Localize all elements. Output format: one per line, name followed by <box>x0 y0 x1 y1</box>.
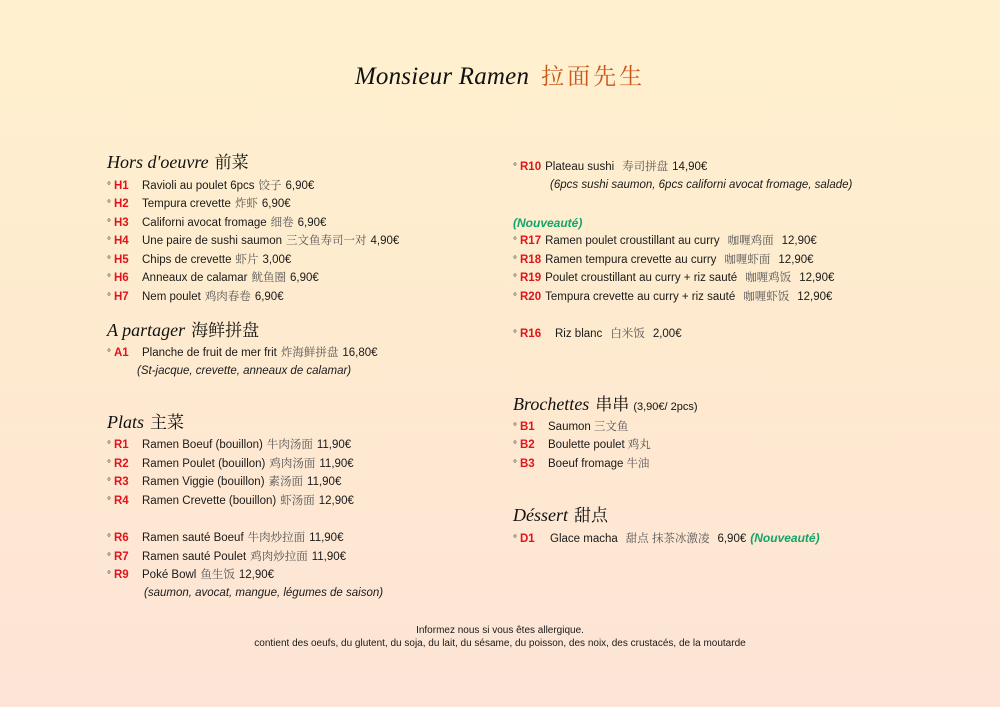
item-price: 6,90€ <box>717 533 747 545</box>
menu-item-r7 <box>107 550 346 565</box>
item-name: Poké Bowl <box>142 569 197 581</box>
menu-item-h7 <box>107 290 284 305</box>
item-code: B1 <box>520 421 535 433</box>
menu-item-r1 <box>107 438 351 453</box>
item-code: R4 <box>114 495 129 507</box>
bullet-icon: ° <box>513 459 517 470</box>
item-cn: 咖喱虾饭 <box>743 291 790 303</box>
bullet-icon: ° <box>107 477 111 488</box>
menu-item-h2 <box>107 197 291 212</box>
bullet-icon: ° <box>513 162 517 173</box>
item-name: Californi avocat fromage <box>142 217 267 229</box>
new-badge: (Nouveauté) <box>750 531 820 545</box>
item-code: H5 <box>114 254 129 266</box>
section-title-cn: 甜点 <box>574 506 608 525</box>
item-code: H4 <box>114 235 129 247</box>
restaurant-name: Monsieur Ramen <box>354 63 530 90</box>
item-code: H1 <box>114 180 129 192</box>
section-title-text: Hors d'oeuvre <box>107 152 209 172</box>
section-title-text: Déssert <box>513 505 568 525</box>
allergy-notice-line1: Informez nous si vous êtes allergique. <box>416 625 584 636</box>
menu-item-r17 <box>513 234 817 249</box>
item-cn: 牛肉汤面 <box>266 439 313 451</box>
item-code: R10 <box>520 161 542 173</box>
bullet-icon: ° <box>107 255 111 266</box>
item-code: R1 <box>114 439 129 451</box>
bullet-icon: ° <box>513 422 517 433</box>
menu-item-h3 <box>107 216 326 231</box>
item-name: Ravioli au poulet 6pcs <box>142 180 255 192</box>
item-cn: 牛油 <box>626 458 650 470</box>
restaurant-name-cn: 拉面先生 <box>541 64 646 89</box>
item-code: R18 <box>520 254 542 266</box>
item-code: D1 <box>520 533 535 545</box>
item-code: R17 <box>520 235 542 247</box>
menu-title <box>0 58 1000 91</box>
menu-item-a1 <box>107 346 378 361</box>
menu-item-h4 <box>107 234 399 249</box>
menu-item-r16 <box>513 327 682 342</box>
item-code: R2 <box>114 458 129 470</box>
item-price: 11,90€ <box>307 476 342 488</box>
section-title-text: Plats <box>107 412 145 432</box>
bullet-icon: ° <box>107 181 111 192</box>
item-price: 14,90€ <box>672 161 708 173</box>
item-name: Poulet croustillant au curry + riz sauté <box>545 272 738 284</box>
item-cn: 鸡丸 <box>627 439 651 451</box>
item-price: 6,90€ <box>254 291 284 303</box>
item-price: 12,90€ <box>799 272 835 284</box>
item-price: 11,90€ <box>311 551 347 563</box>
item-name: Anneaux de calamar <box>142 272 248 284</box>
item-code: R3 <box>114 476 129 488</box>
bullet-icon: ° <box>107 496 111 507</box>
item-name: Ramen Crevette (bouillon) <box>142 495 277 507</box>
bullet-icon: ° <box>107 292 111 303</box>
item-code: H3 <box>114 217 129 229</box>
section-title-cn: 前菜 <box>214 153 249 172</box>
bullet-icon: ° <box>107 348 111 359</box>
new-badge: (Nouveauté) <box>513 216 583 230</box>
item-code: A1 <box>114 347 129 359</box>
item-price: 12,90€ <box>797 291 833 303</box>
menu-item-r4 <box>107 494 354 509</box>
item-price: 12,90€ <box>318 495 354 507</box>
bullet-icon: ° <box>107 533 111 544</box>
item-name: Boeuf fromage <box>548 458 624 470</box>
item-name: Boulette poulet <box>548 439 625 451</box>
section-title-cn: 串串 <box>595 395 630 414</box>
menu-item-r18 <box>513 253 814 268</box>
item-name: Chips de crevette <box>142 254 232 266</box>
item-price: 6,90€ <box>285 180 315 192</box>
item-cn: 鸡肉汤面 <box>269 458 316 470</box>
bullet-icon: ° <box>513 255 517 266</box>
item-cn: 鸡肉春卷 <box>204 291 251 303</box>
item-cn: 白米饭 <box>610 328 645 340</box>
item-code: R6 <box>114 532 129 544</box>
bullet-icon: ° <box>513 440 517 451</box>
bullet-icon: ° <box>107 218 111 229</box>
item-cn: 鱼生饭 <box>200 569 235 581</box>
section-title-hors-doeuvre <box>107 148 249 173</box>
item-name: Ramen sauté Boeuf <box>142 532 244 544</box>
section-title-text: A partager <box>107 320 186 340</box>
bullet-icon: ° <box>513 292 517 303</box>
section-title-plats <box>107 408 184 433</box>
item-price: 2,00€ <box>652 328 682 340</box>
item-cn: 素汤面 <box>268 476 304 488</box>
item-name: Glace macha <box>550 533 618 545</box>
allergy-notice-line2: contient des oeufs, du glutent, du soja, du lait, du sésame, du poisson, des noix, des crustacés, de la moutarde <box>254 638 746 649</box>
item-cn: 饺子 <box>258 180 282 192</box>
section-title-cn: 海鲜拼盘 <box>191 321 260 340</box>
menu-item-r10 <box>513 160 707 175</box>
item-name: Ramen Boeuf (bouillon) <box>142 439 263 451</box>
item-name: Plateau sushi <box>545 161 615 173</box>
menu-item-h5 <box>107 253 291 268</box>
item-code: R9 <box>114 569 129 581</box>
item-cn: 牛肉炒拉面 <box>247 532 306 544</box>
menu-item-b3 <box>513 457 649 472</box>
item-code: B2 <box>520 439 535 451</box>
item-code: H7 <box>114 291 129 303</box>
item-cn: 甜点 抹茶冰激凌 <box>625 533 710 545</box>
item-name: Ramen sauté Poulet <box>142 551 247 563</box>
item-code: R7 <box>114 551 129 563</box>
item-name: Ramen poulet croustillant au curry <box>545 235 720 247</box>
bullet-icon: ° <box>107 459 111 470</box>
bullet-icon: ° <box>107 440 111 451</box>
bullet-icon: ° <box>513 534 517 545</box>
item-code: H6 <box>114 272 129 284</box>
item-cn: 咖喱鸡饭 <box>745 272 792 284</box>
item-cn: 虾片 <box>235 254 259 266</box>
bullet-icon: ° <box>107 236 111 247</box>
item-code: R20 <box>520 291 542 303</box>
menu-item-d1 <box>513 531 820 547</box>
menu-item-r20 <box>513 290 832 305</box>
item-description-r9: (saumon, avocat, mangue, légumes de saison) <box>144 587 384 599</box>
item-code: B3 <box>520 458 535 470</box>
item-cn: 细卷 <box>270 217 294 229</box>
item-cn: 三文鱼寿司一对 <box>286 235 367 247</box>
item-name: Une paire de sushi saumon <box>142 235 282 247</box>
item-description-r10: (6pcs sushi saumon, 6pcs californi avocat fromage, salade) <box>550 179 853 191</box>
item-price: 12,90€ <box>238 569 275 581</box>
allergy-notice <box>0 624 1000 650</box>
menu-item-h6 <box>107 271 319 286</box>
item-price: 6,90€ <box>261 198 291 210</box>
section-title-a-partager <box>107 316 259 341</box>
item-price: 6,90€ <box>297 217 327 229</box>
item-name: Ramen Viggie (bouillon) <box>142 476 265 488</box>
item-name: Planche de fruit de mer frit <box>142 347 277 359</box>
bullet-icon: ° <box>513 236 517 247</box>
item-code: R19 <box>520 272 542 284</box>
item-price: 4,90€ <box>370 235 400 247</box>
item-price: 11,90€ <box>309 532 344 544</box>
menu-item-r3 <box>107 475 341 490</box>
item-name: Nem poulet <box>142 291 201 303</box>
item-name: Riz blanc <box>555 328 603 340</box>
item-cn: 咖喱鸡面 <box>727 235 774 247</box>
menu-item-h1 <box>107 179 314 194</box>
item-price: 11,90€ <box>319 458 354 470</box>
item-price: 11,90€ <box>316 439 352 451</box>
item-name: Saumon <box>548 421 591 433</box>
item-cn: 三文鱼 <box>593 421 629 433</box>
section-title-cn: 主菜 <box>150 413 185 432</box>
menu-item-b1 <box>513 420 628 435</box>
menu-item-b2 <box>513 438 651 453</box>
section-title-brochettes <box>513 390 698 415</box>
menu-item-r2 <box>107 457 354 472</box>
bullet-icon: ° <box>107 199 111 210</box>
item-name: Tempura crevette <box>142 198 231 210</box>
item-name: Ramen tempura crevette au curry <box>545 254 717 266</box>
bullet-icon: ° <box>513 329 517 340</box>
item-price: 12,90€ <box>781 235 817 247</box>
item-cn: 虾汤面 <box>280 495 315 507</box>
item-cn: 咖喱虾面 <box>724 254 771 266</box>
item-cn: 寿司拼盘 <box>622 161 669 173</box>
item-cn: 炸海鲜拼盘 <box>280 347 339 359</box>
bullet-icon: ° <box>107 552 111 563</box>
item-price: 6,90€ <box>289 272 319 284</box>
item-cn: 鱿鱼圈 <box>251 272 286 284</box>
menu-item-r19 <box>513 271 834 286</box>
item-name: Tempura crevette au curry + riz sauté <box>545 291 736 303</box>
menu-item-r9 <box>107 568 274 583</box>
menu-item-r6 <box>107 531 343 546</box>
item-description-a1: (St-jacque, crevette, anneaux de calamar) <box>137 365 352 377</box>
item-code: R16 <box>520 328 542 340</box>
item-code: H2 <box>114 198 129 210</box>
item-name: Ramen Poulet (bouillon) <box>142 458 266 470</box>
item-cn: 鸡肉炒拉面 <box>250 551 308 563</box>
item-price: 12,90€ <box>778 254 814 266</box>
bullet-icon: ° <box>513 273 517 284</box>
section-note: (3,90€/ 2pcs) <box>633 401 698 413</box>
bullet-icon: ° <box>107 570 111 581</box>
section-title-dessert <box>513 501 608 526</box>
item-cn: 炸虾 <box>234 198 258 210</box>
bullet-icon: ° <box>107 273 111 284</box>
item-price: 16,80€ <box>342 347 378 359</box>
item-price: 3,00€ <box>262 254 292 266</box>
section-title-text: Brochettes <box>513 394 590 414</box>
